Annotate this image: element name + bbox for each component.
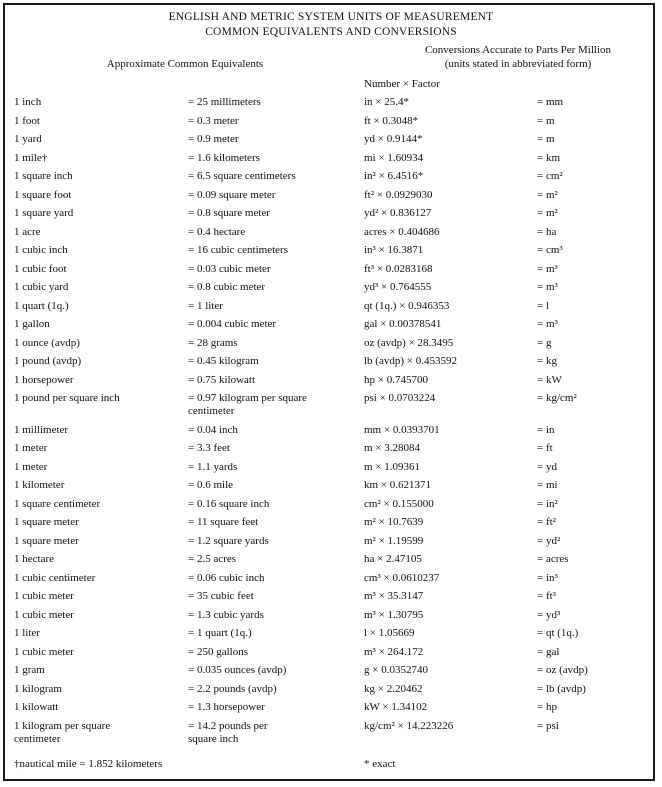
formula-cell: cm³ × 0.0610237 (364, 571, 440, 584)
formula-cell: ft × 0.3048* (364, 114, 419, 127)
table-row (0, 244, 662, 260)
formula-cell: m × 3.28084 (364, 442, 421, 454)
unit-cell: 1 pound per square inch (14, 392, 120, 404)
footnote-nautical-mile: †nautical mile = 1.852 kilometers (14, 758, 163, 770)
table-row (0, 627, 662, 643)
unit-cell: 1 inch (14, 96, 42, 108)
equivalent-cell: = 0.6 mile (188, 479, 234, 491)
equivalent-cell: = 0.97 kilogram per square centimeter (188, 392, 307, 417)
result-cell: = yd (537, 460, 557, 473)
equivalent-cell: = 0.09 square meter (188, 188, 276, 201)
result-cell: = m (537, 133, 555, 145)
formula-cell: in × 25.4* (364, 96, 410, 108)
unit-cell: 1 millimeter (14, 423, 69, 436)
formula-cell: acres × 0.404686 (364, 225, 440, 238)
table-row (0, 683, 662, 699)
factor-header: Number × Factor (364, 78, 440, 90)
unit-cell: 1 cubic foot (14, 262, 67, 275)
unit-cell: 1 quart (1q.) (14, 299, 69, 312)
unit-cell: 1 cubic inch (14, 244, 68, 256)
table-row (0, 189, 662, 205)
equivalent-cell: = 2.5 acres (188, 553, 237, 565)
result-cell: = qt (1q.) (537, 627, 579, 639)
unit-cell: 1 pound (avdp) (14, 355, 82, 367)
result-cell: = mm (537, 96, 564, 108)
unit-cell: 1 foot (14, 114, 40, 127)
equivalent-cell: = 0.75 kilowatt (188, 373, 256, 386)
table-row (0, 590, 662, 606)
table-row (0, 664, 662, 680)
equivalent-cell: = 0.06 cubic inch (188, 571, 265, 584)
unit-cell: 1 square yard (14, 207, 74, 219)
equivalent-cell: = 1 liter (188, 299, 223, 312)
table-row (0, 442, 662, 458)
unit-cell: 1 kilometer (14, 479, 65, 491)
unit-cell: 1 yard (14, 133, 42, 145)
formula-cell: m³ × 264.172 (364, 645, 424, 658)
result-cell: = m³ (537, 262, 558, 275)
formula-cell: qt (1q.) × 0.946353 (364, 299, 450, 312)
equivalent-cell: = 0.8 cubic meter (188, 281, 266, 293)
unit-cell: 1 kilogram per square centimeter (14, 719, 111, 745)
unit-cell: 1 cubic meter (14, 608, 74, 621)
table-row (0, 226, 662, 242)
equivalent-cell: = 1.6 kilometers (188, 151, 260, 164)
formula-cell: oz (avdp) × 28.3495 (364, 336, 454, 349)
result-cell: = m² (537, 207, 558, 219)
unit-cell: 1 meter (14, 442, 48, 454)
unit-cell: 1 cubic meter (14, 590, 74, 602)
equivalent-cell: = 0.004 cubic meter (188, 318, 277, 330)
result-cell: = km (537, 151, 561, 164)
formula-cell: gal × 0.00378541 (364, 318, 442, 330)
table-title: ENGLISH AND METRIC SYSTEM UNITS OF MEASUREMENT (168, 11, 494, 23)
footnote-exact: * exact (364, 758, 396, 770)
formula-cell: hp × 0.745700 (364, 373, 428, 386)
unit-cell: 1 square centimeter (14, 497, 101, 510)
formula-cell: ha × 2.47105 (364, 553, 422, 565)
unit-cell: 1 square meter (14, 516, 79, 528)
table-row (0, 572, 662, 588)
table-row (0, 300, 662, 316)
unit-cell: 1 square inch (14, 170, 73, 182)
result-cell: = acres (537, 553, 569, 565)
unit-cell: 1 mile† (14, 151, 48, 164)
result-cell: = in (537, 423, 555, 436)
result-cell: = ha (537, 225, 557, 238)
unit-cell: 1 kilowatt (14, 701, 59, 713)
table-row (0, 170, 662, 186)
equivalent-cell: = 1.1 yards (188, 460, 238, 473)
equivalent-cell: = 0.16 square inch (188, 497, 270, 510)
unit-cell: 1 liter (14, 627, 40, 639)
table-row (0, 281, 662, 297)
formula-cell: m² × 10.7639 (364, 516, 424, 528)
table-row (0, 609, 662, 625)
right-column-subheader: (units stated in abbreviated form) (444, 58, 592, 70)
formula-cell: in² × 6.4516* (364, 170, 424, 182)
equivalent-cell: = 6.5 square centimeters (188, 170, 296, 182)
formula-cell: psi × 0.0703224 (364, 392, 436, 404)
table-row (0, 516, 662, 532)
formula-cell: ft³ × 0.0283168 (364, 262, 433, 275)
result-cell: = ft³ (537, 590, 556, 602)
result-cell: = l (537, 299, 550, 312)
result-cell: = psi (537, 719, 559, 732)
equivalent-cell: = 3.3 feet (188, 442, 230, 454)
formula-cell: lb (avdp) × 0.453592 (364, 355, 457, 367)
result-cell: = hp (537, 701, 557, 713)
equivalent-cell: = 0.03 cubic meter (188, 262, 271, 275)
unit-cell: 1 gram (14, 664, 45, 676)
table-row (0, 133, 662, 149)
table-row (0, 96, 662, 112)
unit-cell: 1 ounce (avdp) (14, 336, 80, 349)
unit-cell: 1 acre (14, 225, 41, 238)
table-row (0, 553, 662, 569)
formula-cell: yd² × 0.836127 (364, 207, 432, 219)
formula-cell: m³ × 1.30795 (364, 608, 424, 621)
equivalent-cell: = 1 quart (1q.) (188, 627, 252, 639)
formula-cell: mm × 0.0393701 (364, 423, 440, 436)
equivalent-cell: = 16 cubic centimeters (188, 244, 288, 256)
equivalent-cell: = 0.45 kilogram (188, 355, 259, 367)
formula-cell: ft² × 0.0929030 (364, 188, 433, 201)
result-cell: = m³ (537, 318, 558, 330)
result-cell: = cm³ (537, 244, 563, 256)
table-row (0, 392, 662, 417)
unit-cell: 1 horsepower (14, 373, 74, 386)
result-cell: = kW (537, 373, 562, 386)
table-row (0, 424, 662, 440)
unit-cell: 1 cubic meter (14, 645, 74, 658)
unit-cell: 1 square foot (14, 188, 72, 201)
equivalent-cell: = 28 grams (188, 336, 238, 349)
equivalent-cell: = 250 gallons (188, 645, 248, 658)
table-row (0, 207, 662, 223)
formula-cell: mi × 1.60934 (364, 151, 424, 164)
formula-cell: kW × 1.34102 (364, 701, 428, 713)
formula-cell: g × 0.0352740 (364, 664, 428, 676)
result-cell: = cm² (537, 170, 563, 182)
formula-cell: cm² × 0.155000 (364, 497, 434, 510)
equivalent-cell: = 2.2 pounds (avdp) (188, 682, 277, 695)
table-row (0, 374, 662, 390)
result-cell: = lb (avdp) (537, 682, 586, 695)
table-row (0, 646, 662, 662)
equivalent-cell: = 1.2 square yards (188, 534, 269, 547)
result-cell: = m² (537, 188, 558, 201)
result-cell: = g (537, 336, 552, 349)
result-cell: = gal (537, 645, 560, 658)
result-cell: = kg (537, 355, 557, 367)
left-column-header: Approximate Common Equivalents (106, 58, 264, 70)
formula-cell: m³ × 35.3147 (364, 590, 424, 602)
result-cell: = ft² (537, 516, 556, 528)
table-row (0, 318, 662, 334)
equivalent-cell: = 14.2 pounds per square inch (188, 719, 268, 745)
equivalent-cell: = 35 cubic feet (188, 590, 254, 602)
equivalent-cell: = 0.3 meter (188, 114, 239, 127)
unit-cell: 1 square meter (14, 534, 79, 547)
table-row (0, 263, 662, 279)
formula-cell: kg × 2.20462 (364, 682, 423, 695)
equivalent-cell: = 0.8 square meter (188, 207, 270, 219)
equivalent-cell: = 11 square feet (188, 516, 259, 528)
unit-cell: 1 cubic centimeter (14, 571, 96, 584)
result-cell: = mi (537, 479, 558, 491)
result-cell: = kg/cm² (537, 392, 577, 404)
result-cell: = ft (537, 442, 553, 454)
table-row (0, 461, 662, 477)
formula-cell: km × 0.621371 (364, 479, 432, 491)
formula-cell: in³ × 16.3871 (364, 244, 424, 256)
table-row (0, 498, 662, 514)
unit-cell: 1 gallon (14, 318, 50, 330)
equivalent-cell: = 0.9 meter (188, 133, 239, 145)
result-cell: = m (537, 114, 555, 127)
table-subtitle: COMMON EQUIVALENTS AND CONVERSIONS (205, 26, 457, 38)
formula-cell: l × 1.05669 (364, 627, 415, 639)
unit-cell: 1 cubic yard (14, 281, 69, 293)
table-row (0, 719, 662, 745)
formula-cell: yd³ × 0.764555 (364, 281, 432, 293)
equivalent-cell: = 0.035 ounces (avdp) (188, 664, 287, 676)
table-row (0, 115, 662, 131)
table-row (0, 152, 662, 168)
right-column-header: Conversions Accurate to Parts Per Million (424, 44, 612, 56)
result-cell: = in³ (537, 571, 558, 584)
result-cell: = yd³ (537, 608, 561, 621)
formula-cell: kg/cm² × 14.223226 (364, 719, 454, 732)
equivalent-cell: = 0.4 hectare (188, 225, 246, 238)
result-cell: = m³ (537, 281, 558, 293)
unit-cell: 1 meter (14, 460, 48, 473)
unit-cell: 1 hectare (14, 553, 54, 565)
equivalent-cell: = 1.3 cubic yards (188, 608, 264, 621)
table-row (0, 355, 662, 371)
unit-cell: 1 kilogram (14, 682, 62, 695)
result-cell: = in² (537, 497, 558, 510)
formula-cell: yd × 0.9144* (364, 133, 423, 145)
equivalent-cell: = 25 millimeters (188, 96, 261, 108)
equivalent-cell: = 0.04 inch (188, 423, 238, 436)
formula-cell: m² × 1.19599 (364, 534, 424, 547)
table-row (0, 535, 662, 551)
table-row (0, 701, 662, 717)
result-cell: = yd² (537, 534, 561, 547)
result-cell: = oz (avdp) (537, 664, 588, 676)
formula-cell: m × 1.09361 (364, 460, 421, 473)
table-row (0, 479, 662, 495)
equivalent-cell: = 1.3 horsepower (188, 701, 265, 713)
table-row (0, 337, 662, 353)
